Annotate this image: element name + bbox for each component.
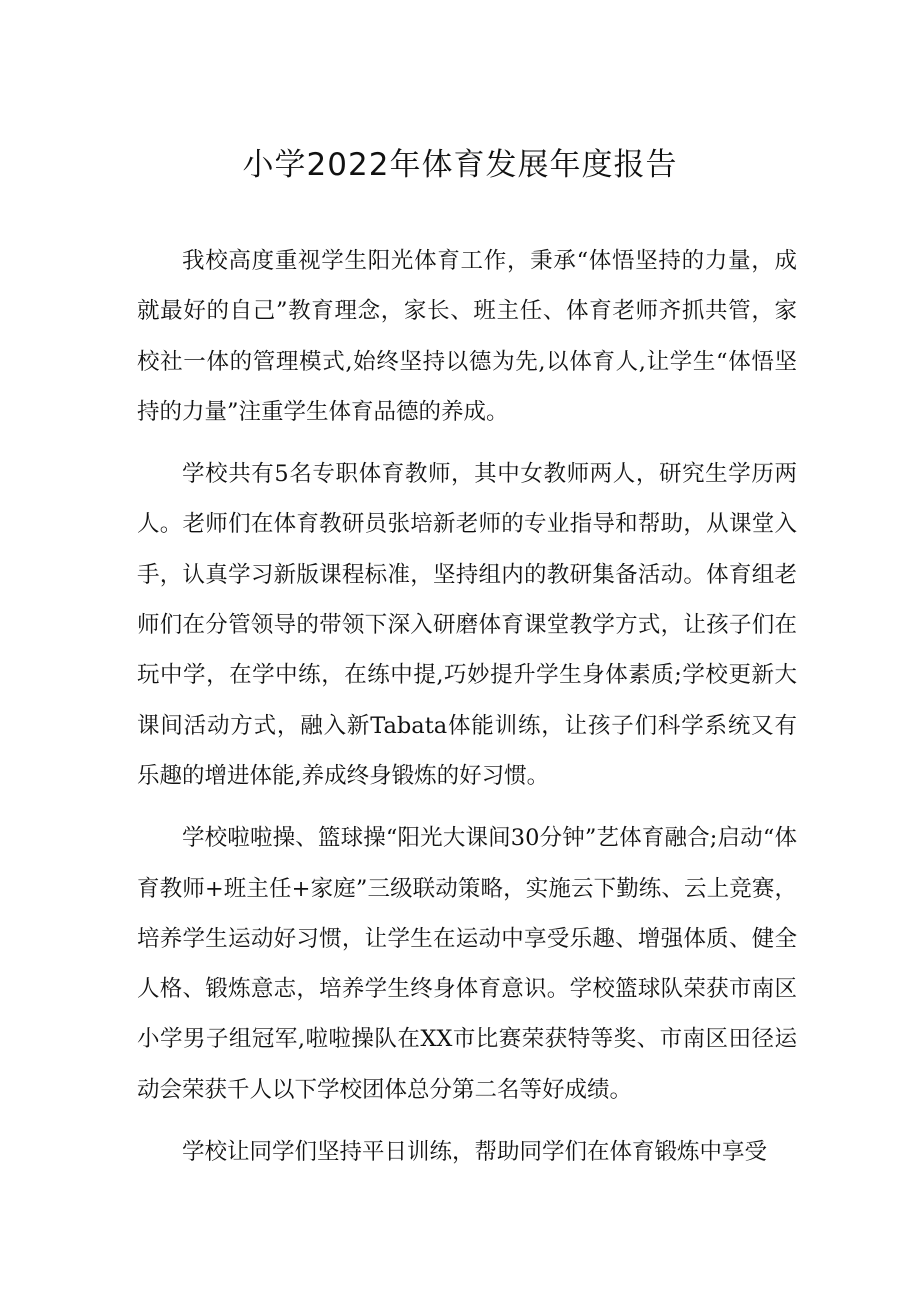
paragraph-2: 学校共有5名专职体育教师，其中女教师两人，研究生学历两人。老师们在体育教研员张培新老师的专业指导和帮助，从课堂入手，认真学习新版课程标准，坚持组内的教研集备活动。体育组老师们在分管领导的带领下深入研磨体育课堂教学方式，让孩子们在玩中学，在学中练，在练中提,巧妙提升学生身体素质;学校更新大课间活动方式，融入新Tabata体能训练，让孩子们科学系统又有乐趣的增进体能,养成终身锻炼的好习惯。: [137, 461, 797, 789]
document-body: [137, 236, 797, 1189]
paragraph-1: 我校高度重视学生阳光体育工作，秉承“体悟坚持的力量，成就最好的自己”教育理念，家长、班主任、体育老师齐抓共管，家校社一体的管理模式,始终坚持以德为先,以体育人,让学生“体悟坚持的力量”注重学生体育品德的养成。: [137, 248, 797, 425]
paragraph-3: 学校啦啦操、篮球操“阳光大课间30分钟”艺体育融合;启动“体育教师+班主任+家庭”三级联动策略，实施云下勤练、云上竞赛，培养学生运动好习惯，让学生在运动中享受乐趣、增强体质、健全人格、锻炼意志，培养学生终身体育意识。学校篮球队荣获市南区小学男子组冠军,啦啦操队在XX市比赛荣获特等奖、市南区田径运动会荣获千人以下学校团体总分第二名等好成绩。: [137, 825, 797, 1103]
document-title: 小学2022年体育发展年度报告: [242, 147, 678, 183]
paragraph-4: 学校让同学们坚持平日训练，帮助同学们在体育锻炼中享受: [182, 1139, 768, 1166]
